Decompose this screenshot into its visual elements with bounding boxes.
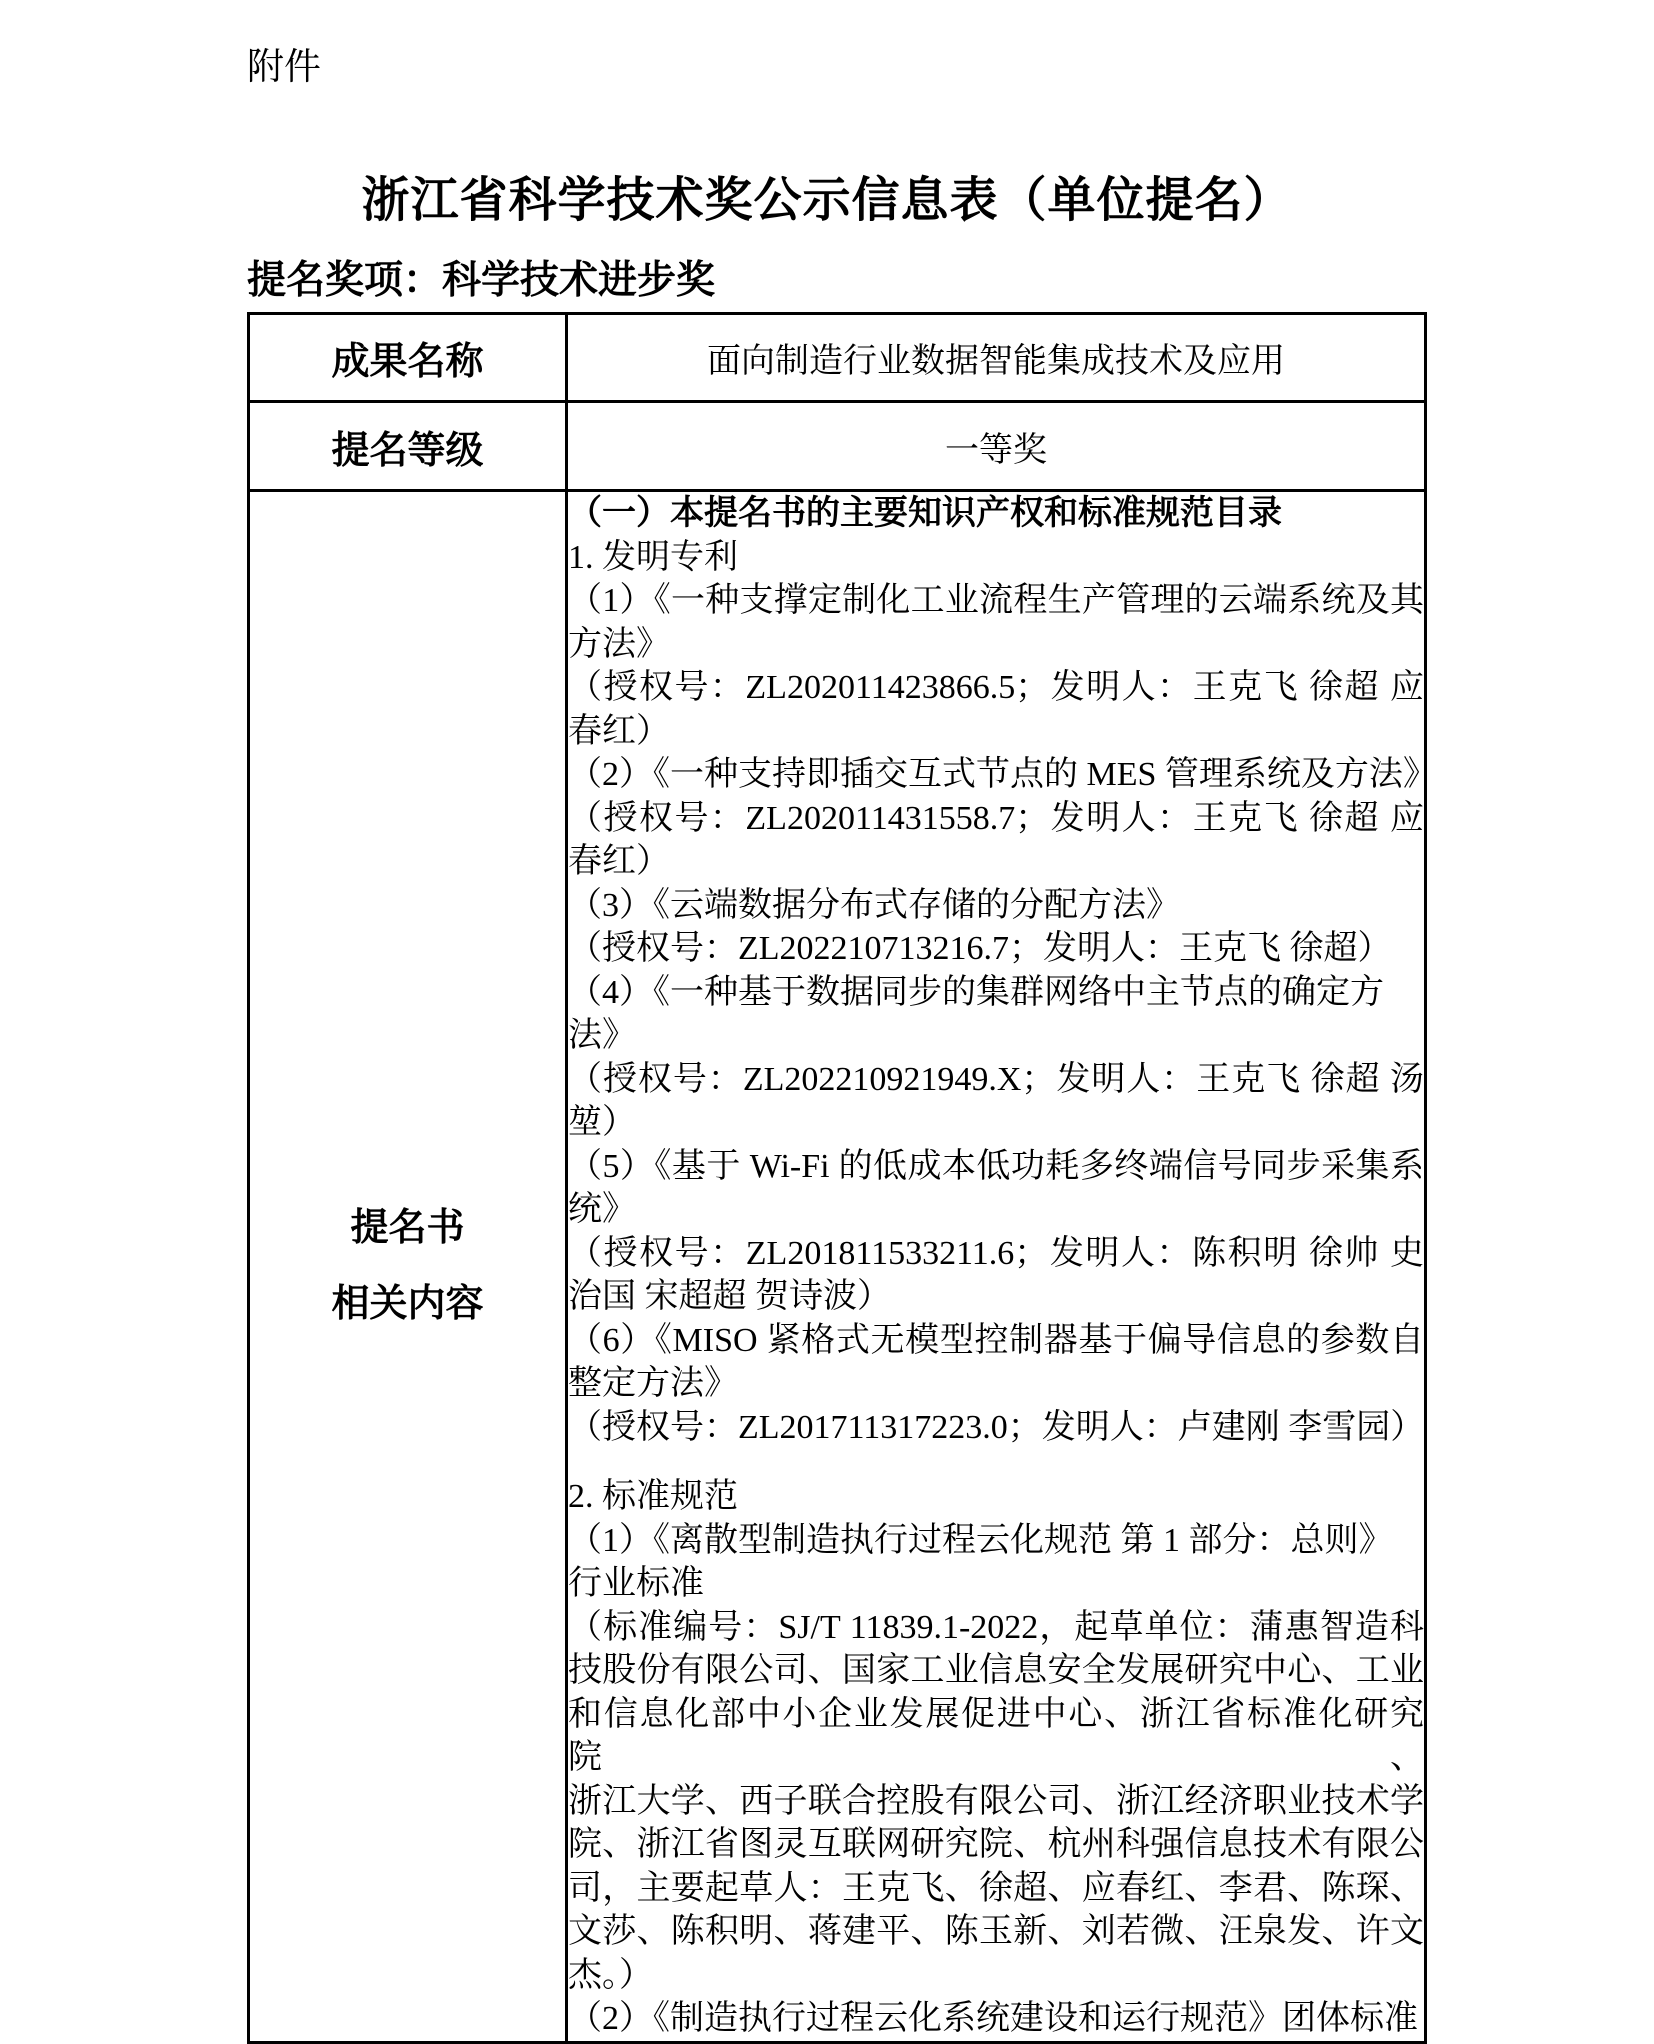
content-line: 技股份有限公司、国家工业信息安全发展研究中心、工业: [568, 1652, 1424, 1689]
content-line: 浙江大学、西子联合控股有限公司、浙江经济职业技术学: [568, 1782, 1424, 1820]
content-line: （授权号：ZL202011431558.7；发明人：王克飞 徐超 应: [568, 799, 1424, 837]
content-line: 1. 发明专利: [568, 538, 738, 576]
content-line: 堃）: [568, 1104, 636, 1141]
content-line: （1）《一种支撑定制化工业流程生产管理的云端系统及其: [568, 582, 1424, 619]
nomination-grade-label: 提名等级: [249, 402, 567, 491]
content-line: （1）《离散型制造执行过程云化规范 第 1 部分：总则》: [568, 1521, 1393, 1559]
content-line: （2）《一种支持即插交互式节点的 MES 管理系统及方法》: [568, 756, 1437, 793]
nomination-content-label-line-1: 提名书: [350, 1207, 465, 1250]
content-line: 整定方法》: [568, 1365, 738, 1402]
content-line: （5）《基于 Wi-Fi 的低成本低功耗多终端信号同步采集系: [568, 1147, 1424, 1185]
table-row-nomination-grade: [249, 402, 1426, 491]
content-line: （2）《制造执行过程云化系统建设和运行规范》团体标准: [568, 2000, 1418, 2037]
content-line: 杰。）: [568, 1956, 653, 1994]
content-line: （6）《MISO 紧格式无模型控制器基于偏导信息的参数自: [568, 1321, 1424, 1359]
table-row-result-name: [249, 314, 1426, 402]
content-line: （授权号：ZL202210921949.X；发明人：王克飞 徐超 汤: [568, 1060, 1424, 1098]
content-line: 2. 标准规范: [568, 1478, 738, 1515]
content-line: 院、浙江省图灵互联网研究院、杭州科强信息技术有限公: [568, 1826, 1424, 1863]
content-line: （授权号：ZL201811533211.6；发明人：陈积明 徐帅 史: [568, 1234, 1424, 1272]
result-name-label: 成果名称: [249, 314, 567, 402]
nomination-grade-value: 一等奖: [567, 402, 1426, 491]
result-name-value: 面向制造行业数据智能集成技术及应用: [567, 314, 1426, 402]
content-line: （标准编号：SJ/T 11839.1-2022，起草单位：蒲惠智造科: [568, 1608, 1424, 1646]
award-info-table: [247, 312, 1437, 2044]
content-line: （3）《云端数据分布式存储的分配方法》: [568, 886, 1180, 924]
content-line: 春红）: [568, 843, 670, 880]
content-line: （4）《一种基于数据同步的集群网络中主节点的确定方法》: [568, 973, 1384, 1054]
content-line: [568, 1449, 1424, 1475]
table-row-nomination-content: [249, 491, 1426, 2043]
content-line: 统》: [568, 1191, 636, 1228]
content-line: 治国 宋超超 贺诗波）: [568, 1278, 891, 1315]
nomination-content-label-line-2: 相关内容: [331, 1283, 484, 1326]
content-line: 春红）: [568, 712, 670, 750]
content-line: （授权号：ZL201711317223.0；发明人：卢建刚 李雪园）: [568, 1408, 1425, 1446]
content-line: （授权号：ZL202011423866.5；发明人：王克飞 徐超 应: [568, 669, 1424, 706]
content-line: 和信息化部中小企业发展促进中心、浙江省标准化研究院、: [568, 1695, 1424, 1776]
content-line: 行业标准: [568, 1565, 704, 1602]
content-line: （一）本提名书的主要知识产权和标准规范目录: [568, 495, 1282, 532]
award-category-line: 提名奖项：科学技术进步奖: [247, 259, 716, 302]
content-line: 方法》: [568, 625, 670, 663]
attachment-label: 附件: [247, 47, 321, 88]
nomination-content-label: [249, 491, 567, 2043]
content-line: 文莎、陈积明、蒋建平、陈玉新、刘若微、汪泉发、许文: [568, 1913, 1424, 1950]
content-line: 司，主要起草人：王克飞、徐超、应春红、李君、陈琛、: [568, 1869, 1424, 1907]
nomination-content-body: [567, 491, 1437, 2043]
page-title: 浙江省科学技术奖公示信息表（单位提名）: [361, 174, 1293, 227]
content-line: （授权号：ZL202210713216.7；发明人：王克飞 徐超）: [568, 930, 1392, 967]
